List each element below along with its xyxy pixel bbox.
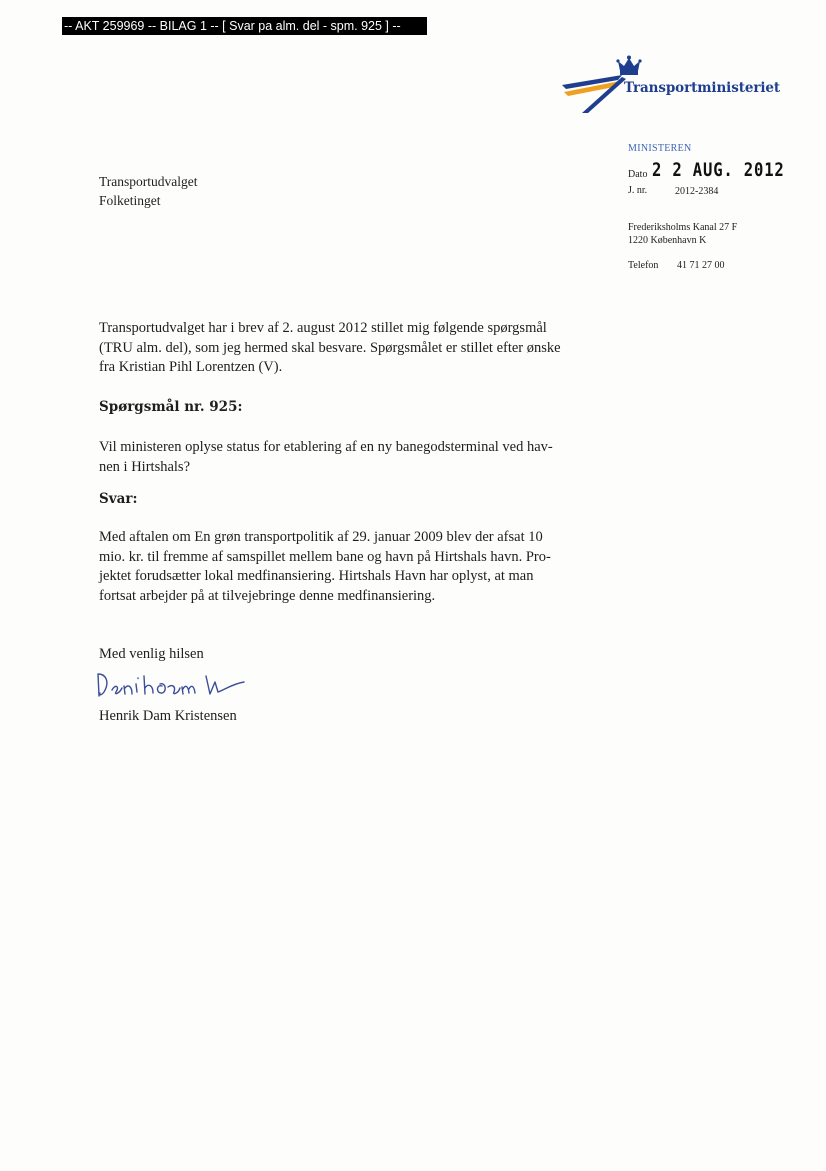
date-label: Dato (628, 169, 648, 180)
date-stamp: 2 2 AUG. 2012 (652, 159, 785, 181)
text-line: fra Kristian Pihl Lorentzen (V). (99, 359, 283, 375)
recipient-line: Folketinget (99, 193, 161, 208)
address-line: 1220 København K (628, 235, 707, 246)
journal-number-value: 2012-2384 (675, 186, 719, 197)
journal-number-label: J. nr. (628, 185, 648, 196)
signer-name: Henrik Dam Kristensen (99, 708, 237, 724)
text-line: Transportudvalget har i brev af 2. august 2012 stillet mig følgende spørgsmål (99, 320, 547, 336)
address-line: Frederiksholms Kanal 27 F (628, 222, 738, 233)
signature-icon (92, 668, 252, 700)
text-line: jektet forudsætter lokal medfinansiering. Hirtshals Havn har oplyst, at man (99, 568, 534, 584)
recipient-line: Transportudvalget (99, 174, 198, 189)
answer-paragraph (99, 528, 599, 606)
text-line: (TRU alm. del), som jeg hermed skal besvare. Spørgsmålet er stillet efter ønske (99, 339, 561, 356)
question-paragraph (99, 438, 599, 477)
sender-address (628, 221, 737, 247)
question-heading: Spørgsmål nr. 925: (99, 399, 243, 415)
phone-number: 41 71 27 00 (677, 260, 725, 271)
sender-role: MINISTEREN (628, 143, 692, 154)
intro-paragraph (99, 319, 599, 378)
text-line: Vil ministeren oplyse status for etablering af en ny banegodsterminal ved hav- (99, 439, 553, 455)
document-id-banner: -- AKT 259969 -- BILAG 1 -- [ Svar pa alm. del - spm. 925 ] -- (62, 17, 427, 35)
text-line: mio. kr. til fremme af samspillet mellem bane og havn på Hirtshals havn. Pro- (99, 548, 551, 565)
text-line: fortsat arbejder på at tilvejebringe denne medfinansiering. (99, 587, 436, 604)
swoosh-icon (560, 73, 630, 115)
answer-heading: Svar: (99, 491, 138, 507)
phone-label: Telefon (628, 260, 659, 271)
text-line: nen i Hirtshals? (99, 458, 191, 475)
text-line: Med aftalen om En grøn transportpolitik af 29. januar 2009 blev der afsat 10 (99, 529, 543, 545)
ministry-logo (560, 55, 790, 115)
ministry-name: Transportministeriet (624, 80, 780, 96)
recipient-address (99, 172, 198, 210)
closing-greeting: Med venlig hilsen (99, 646, 204, 662)
